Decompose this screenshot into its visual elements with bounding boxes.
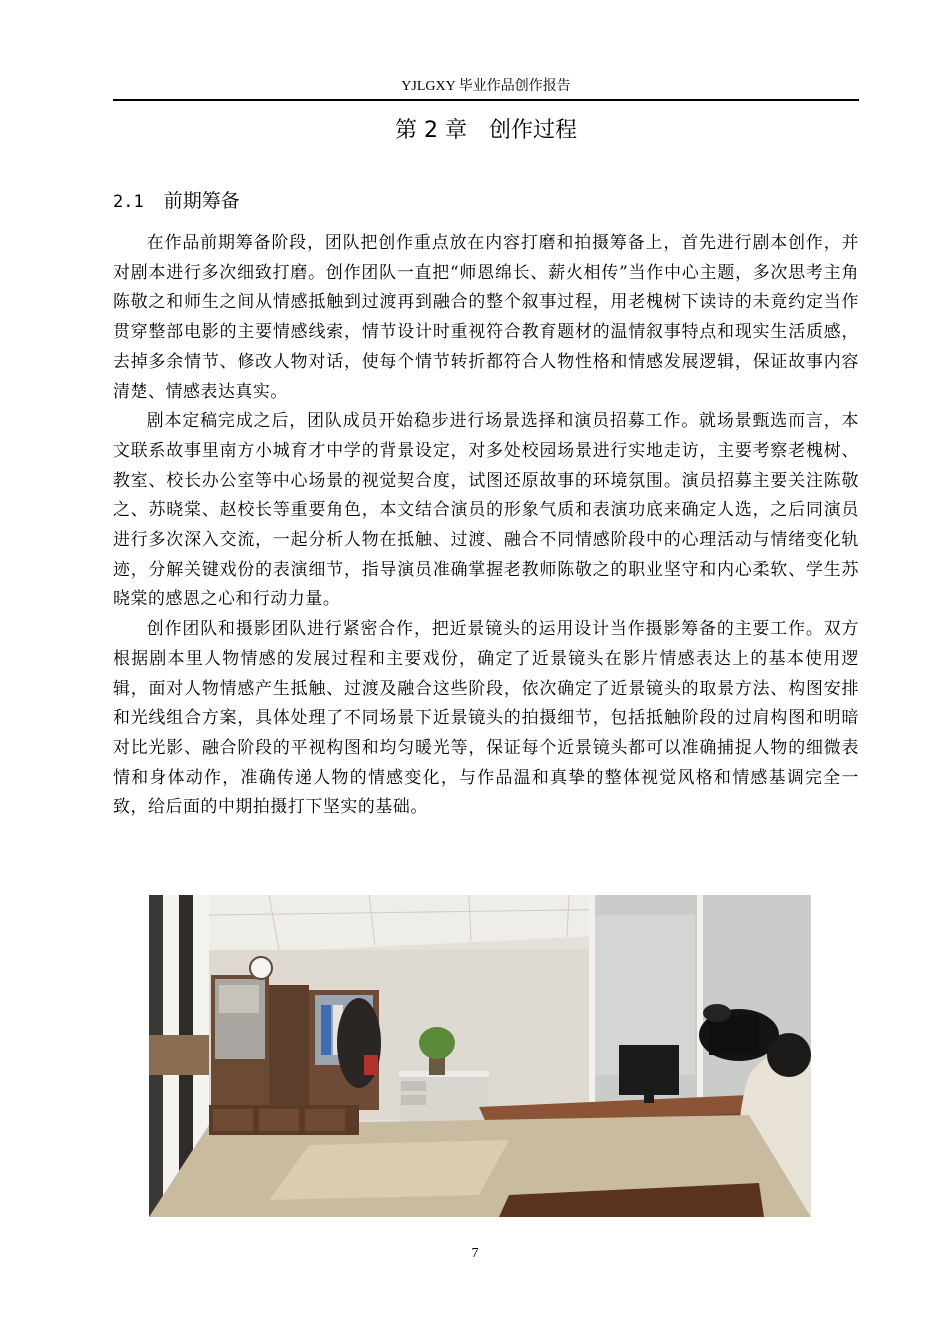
page-number: 7 <box>471 1246 479 1261</box>
photo-illustration <box>149 895 811 1217</box>
section-title: 前期筹备 <box>163 190 240 212</box>
office-scene-photo <box>149 895 811 1217</box>
header-rule <box>113 99 859 101</box>
chapter-name: 创作过程 <box>488 118 577 143</box>
section-heading <box>113 187 240 216</box>
running-header: YJLGXY 毕业作品创作报告 <box>401 79 571 94</box>
section-number: 2.1 <box>113 192 144 212</box>
chapter-title <box>113 116 859 146</box>
body-text <box>113 228 859 822</box>
paragraph: 剧本定稿完成之后，团队成员开始稳步进行场景选择和演员招募工作。就场景甄选而言，本文联系故事里南方小城育才中学的背景设定，对多处校园场景进行实地走访，主要考察老槐树、教室、校长办公室等中心场景的视觉契合度，试图还原故事的环境氛围。演员招募主要关注陈敬之、苏晓棠、赵校长等重要角色，本文结合演员的形象气质和表演功底来确定人选，之后同演员进行多次深入交流，一起分析人物在抵触、过渡、融合不同情感阶段中的心理活动与情绪变化轨迹，分解关键戏份的表演细节，指导演员准确掌握老教师陈敬之的职业坚守和内心柔软、学生苏晓棠的感恩之心和行动力量。 <box>113 410 859 609</box>
paragraph: 创作团队和摄影团队进行紧密合作，把近景镜头的运用设计当作摄影筹备的主要工作。双方根据剧本里人物情感的发展过程和主要戏份，确定了近景镜头在影片情感表达上的基本使用逻辑，面对人物情感产生抵触、过渡及融合这些阶段，依次确定了近景镜头的取景方法、构图安排和光线组合方案，具体处理了不同场景下近景镜头的拍摄细节，包括抵触阶段的过肩构图和明暗对比光影、融合阶段的平视构图和均匀暖光等，保证每个近景镜头都可以准确捕捉人物的细微表情和身体动作，准确传递人物的情感变化，与作品温和真挚的整体视觉风格和情感基调完全一致，给后面的中期拍摄打下坚实的基础。 <box>113 618 859 817</box>
chapter-number: 第 2 章 <box>395 118 467 143</box>
paragraph: 在作品前期筹备阶段，团队把创作重点放在内容打磨和拍摄筹备上，首先进行剧本创作，并对剧本进行多次细致打磨。创作团队一直把“师恩绵长、薪火相传”当作中心主题，多次思考主角陈敬之和师生之间从情感抵触到过渡再到融合的整个叙事过程，用老槐树下读诗的未竟约定当作贯穿整部电影的主要情感线索，情节设计时重视符合教育题材的温情叙事特点和现实生活质感，去掉多余情节、修改人物对话，使每个情节转折都符合人物性格和情感发展逻辑，保证故事内容清楚、情感表达真实。 <box>113 232 859 401</box>
